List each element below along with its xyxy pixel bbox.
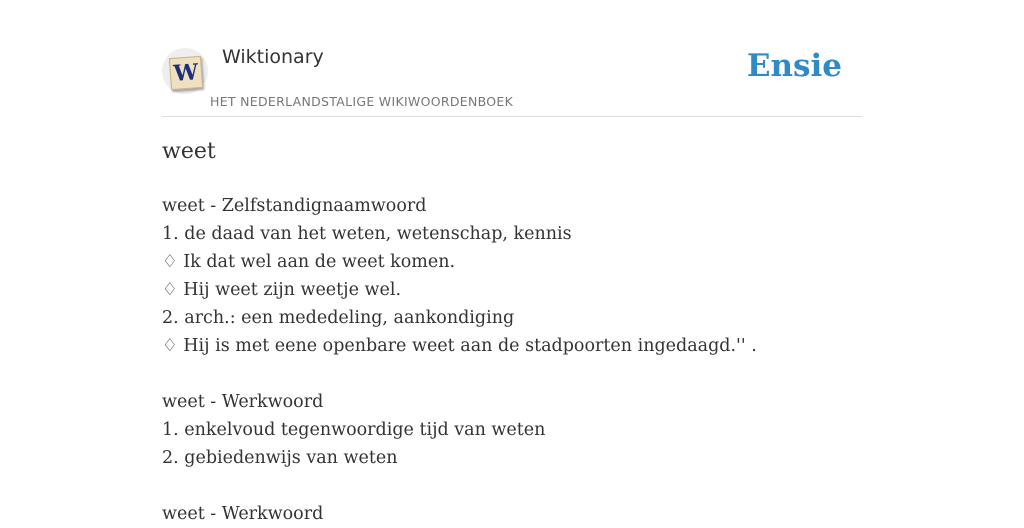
example-line: ♢ Ik dat wel aan de weet komen. bbox=[162, 252, 456, 272]
entry-spacer bbox=[162, 472, 882, 500]
definition-line: 1. enkelvoud tegenwoordige tijd van weten bbox=[162, 420, 546, 440]
entry-heading: weet - Werkwoord bbox=[162, 392, 324, 412]
example-line: ♢ Hij is met eene openbare weet aan de stadpoorten ingedaagd.'' . bbox=[162, 336, 757, 356]
ensie-brand-link[interactable]: Ensie bbox=[746, 48, 842, 84]
definition-line: 1. de daad van het weten, wetenschap, kennis bbox=[162, 224, 572, 244]
site-name[interactable]: Wiktionary bbox=[222, 46, 324, 68]
entry-heading: weet - Zelfstandignaamwoord bbox=[162, 196, 427, 216]
logo-tile: W bbox=[169, 56, 203, 90]
entry-spacer bbox=[162, 360, 882, 388]
site-header bbox=[162, 44, 862, 117]
definition-line: 2. arch.: een mededeling, aankondiging bbox=[162, 308, 515, 328]
definition-line: 2. gebiedenwijs van weten bbox=[162, 448, 398, 468]
wiktionary-logo-icon[interactable] bbox=[162, 48, 208, 94]
entry-heading: weet - Werkwoord bbox=[162, 504, 324, 524]
headword-title: weet bbox=[162, 139, 216, 164]
definition-list bbox=[162, 192, 882, 528]
example-line: ♢ Hij weet zijn weetje wel. bbox=[162, 280, 402, 300]
site-tagline: HET NEDERLANDSTALIGE WIKIWOORDENBOEK bbox=[210, 94, 514, 109]
